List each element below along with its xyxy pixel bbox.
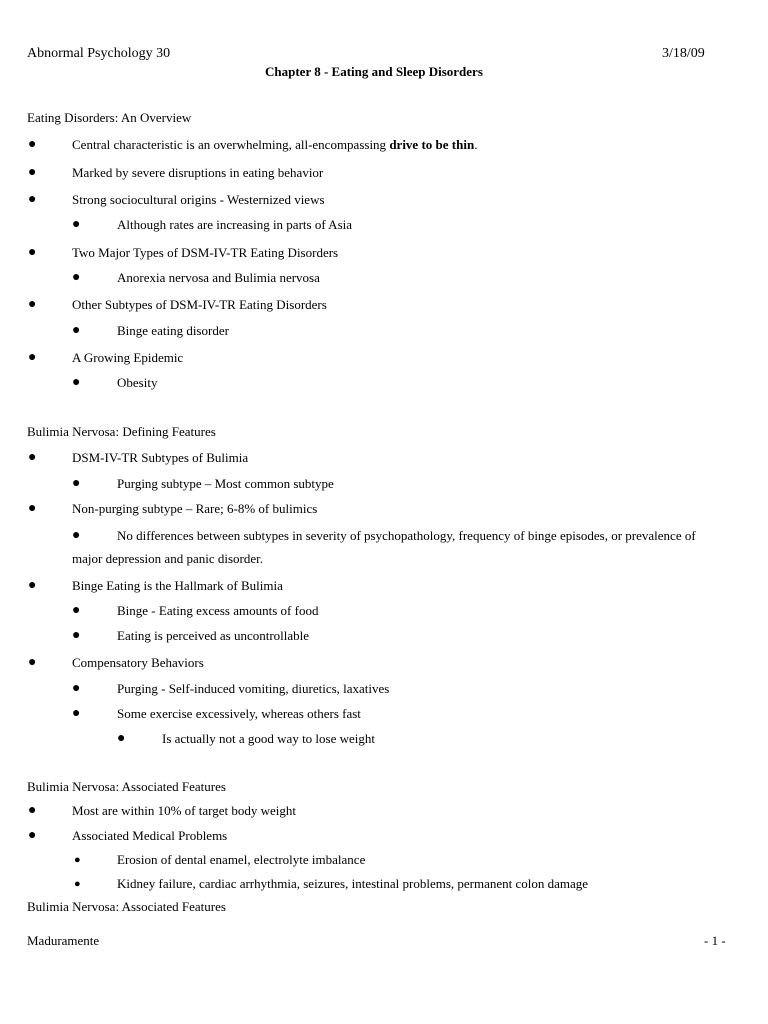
list-item: Other Subtypes of DSM-IV-TR Eating Disorders [72,297,327,312]
chapter-title: Chapter 8 - Eating and Sleep Disorders [265,64,483,79]
section-heading-bulimia-features: Bulimia Nervosa: Defining Features [27,424,216,439]
list-item: Central characteristic is an overwhelming, all-encompassing drive to be thin. [72,137,478,152]
list-item-continuation: major depression and panic disorder. [72,551,263,566]
bullet-icon: ● [72,681,81,696]
list-item: Marked by severe disruptions in eating behavior [72,165,324,180]
bullet-icon: ● [72,528,81,543]
list-item: Purging subtype – Most common subtype [117,476,334,491]
bullet-icon: ● [28,803,37,818]
bullet-icon: ● [28,165,37,180]
list-item: DSM-IV-TR Subtypes of Bulimia [72,450,249,465]
document-date: 3/18/09 [662,46,705,61]
bullet-icon: ● [28,501,37,516]
course-title: Abnormal Psychology 30 [27,46,171,61]
bullet-icon: ● [28,297,37,312]
bullet-icon: ● [74,878,81,890]
bullet-icon: ● [72,476,81,491]
footer-page-number: - 1 - [704,933,726,948]
bullet-icon: ● [72,323,81,338]
section-heading-bulimia-associated: Bulimia Nervosa: Associated Features [27,779,226,794]
bullet-icon: ● [28,578,37,593]
bullet-icon: ● [72,217,81,232]
list-item: Anorexia nervosa and Bulimia nervosa [117,270,320,285]
list-item: Non-purging subtype – Rare; 6-8% of bulimics [72,501,318,516]
list-item: Two Major Types of DSM-IV-TR Eating Disorders [72,245,339,260]
section-heading-repeat: Bulimia Nervosa: Associated Features [27,899,226,914]
bullet-icon: ● [28,655,37,670]
list-item: Associated Medical Problems [72,828,228,843]
list-item: Some exercise excessively, whereas others fast [117,706,361,721]
list-item: No differences between subtypes in severity of psychopathology, frequency of binge episodes, or prevalence of [117,528,696,543]
list-item: Compensatory Behaviors [72,655,204,670]
bullet-icon: ● [72,603,81,618]
bullet-icon: ● [28,192,37,207]
list-item: Most are within 10% of target body weight [72,803,296,818]
bullet-icon: ● [28,828,37,843]
bullet-icon: ● [28,350,37,365]
list-item: Binge eating disorder [117,323,229,338]
list-item: Kidney failure, cardiac arrhythmia, seizures, intestinal problems, permanent colon damage [117,876,589,891]
bullet-icon: ● [72,628,81,643]
list-item: A Growing Epidemic [72,350,184,365]
list-item: Erosion of dental enamel, electrolyte imbalance [117,852,366,867]
list-item: Although rates are increasing in parts of Asia [117,217,353,232]
bullet-icon: ● [28,450,37,465]
bullet-icon: ● [72,375,81,390]
list-item: Strong sociocultural origins - Westernized views [72,192,325,207]
bullet-icon: ● [72,270,81,285]
list-item: Eating is perceived as uncontrollable [117,628,310,643]
bullet-icon: ● [72,706,81,721]
bullet-icon: ● [28,245,37,260]
footer-author: Maduramente [27,933,100,948]
bullet-icon: ● [28,137,37,152]
bullet-icon: ● [117,731,126,746]
bullet-icon: ● [74,854,81,866]
list-item: Purging - Self-induced vomiting, diuretics, laxatives [117,681,390,696]
list-item: Binge Eating is the Hallmark of Bulimia [72,578,283,593]
list-item: Obesity [117,375,158,390]
list-item: Is actually not a good way to lose weight [162,731,376,746]
list-item: Binge - Eating excess amounts of food [117,603,319,618]
section-heading-overview: Eating Disorders: An Overview [27,110,192,125]
